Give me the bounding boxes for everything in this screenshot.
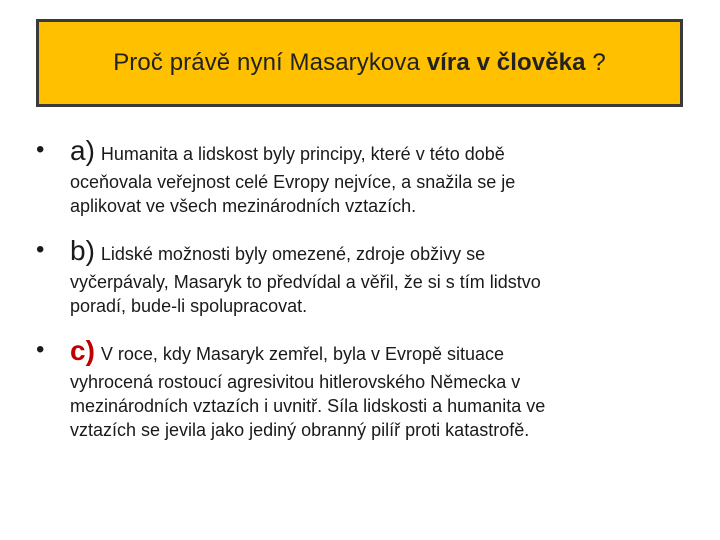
slide-title [113,49,606,77]
bullet-list [32,134,682,458]
title-prefix: Proč právě nyní Masarykova [113,49,427,76]
bullet-line: mezinárodních vztazích i uvnitř. Síla lidskosti a humanita ve [70,396,546,416]
bullet-dot-icon: • [36,136,45,163]
bullet-continuation [70,370,682,442]
bullet-continuation [70,270,682,318]
bullet-marker: b) [70,235,95,266]
bullet-item-a [32,134,682,218]
bullet-lead-text: Humanita a lidskost byly principy, které v této době [100,144,505,164]
bullet-dot-icon: • [36,336,45,363]
title-box [36,19,683,107]
bullet-marker-highlighted: c) [70,335,95,366]
bullet-first-line [70,134,682,168]
bullet-marker: a) [70,135,95,166]
bullet-item-b [32,234,682,318]
bullet-lead-text: V roce, kdy Masaryk zemřel, byla v Evropě situace [100,344,505,364]
bullet-line: vztazích se jevila jako jediný obranný pilíř proti katastrofě. [70,420,530,440]
bullet-line: vyčerpávaly, Masaryk to předvídal a věřil, že si s tím lidstvo [70,272,541,292]
bullet-first-line [70,234,682,268]
title-emphasis: víra v člověka [426,49,586,76]
bullet-line: oceňovala veřejnost celé Evropy nejvíce, a snažila se je [70,172,516,192]
title-suffix: ? [585,49,606,76]
bullet-first-line [70,334,682,368]
bullet-dot-icon: • [36,236,45,263]
bullet-lead-text: Lidské možnosti byly omezené, zdroje obživy se [100,244,486,264]
bullet-line: poradí, bude-li spolupracovat. [70,296,308,316]
bullet-line: aplikovat ve všech mezinárodních vztazích. [70,196,417,216]
bullet-item-c [32,334,682,442]
bullet-continuation [70,170,682,218]
bullet-line: vyhrocená rostoucí agresivitou hitlerovského Německa v [70,372,521,392]
